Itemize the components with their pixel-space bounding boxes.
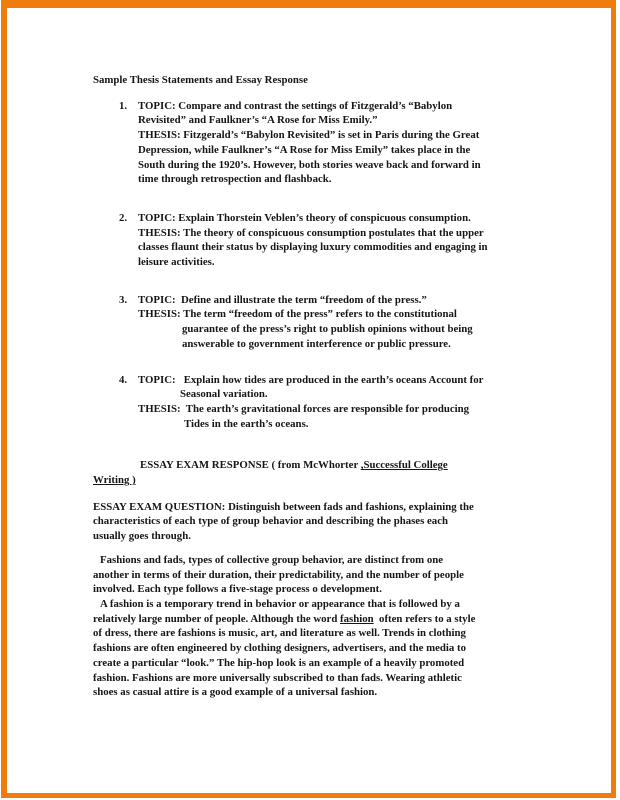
thesis-line: answerable to government interference or public pressure. <box>182 337 451 350</box>
item-number: 1. <box>119 99 128 112</box>
thesis-line: Tides in the earth’s oceans. <box>184 417 309 430</box>
topic-line: Seasonal variation. <box>180 388 268 401</box>
item-number: 4. <box>119 373 128 386</box>
item-number: 3. <box>119 293 128 306</box>
thesis-line: Depression, while Faulkner’s “A Rose for Miss Emily” takes place in the <box>138 143 471 156</box>
body-line: Fashions and fads, types of collective group behavior, are distinct from one <box>100 553 444 566</box>
thesis-line: time through retrospection and flashback. <box>138 173 332 186</box>
body-underlined-word: fashion <box>340 612 374 625</box>
thesis-line: guarantee of the press’s right to publish opinions without being <box>182 323 473 336</box>
body-line: another in terms of their duration, their predictability, and the number of people <box>93 568 464 581</box>
body-line: A fashion is a temporary trend in behavior or appearance that is followed by a <box>100 597 460 610</box>
heading-line <box>93 473 580 488</box>
body-text: often refers to a style <box>373 612 476 625</box>
body-line <box>93 612 580 627</box>
thesis-line: THESIS: The earth’s gravitational forces are responsible for producing <box>138 402 470 415</box>
document-content <box>93 73 580 700</box>
heading-underlined-text: Writing ) <box>93 474 136 487</box>
heading-line <box>93 458 580 473</box>
essay-body <box>93 553 580 700</box>
list-item-4 <box>93 373 580 432</box>
question-line: characteristics of each type of group behavior and describing the phases each <box>93 515 448 528</box>
body-line: shoes as casual attire is a good example of a universal fashion. <box>93 686 378 699</box>
thesis-line: South during the 1920’s. However, both stories weave back and forward in <box>138 158 481 171</box>
body-line: create a particular “look.” The hip-hop look is an example of a heavily promoted <box>93 656 465 669</box>
heading-text: ESSAY EXAM RESPONSE ( from McWhorter <box>140 459 361 472</box>
thesis-line: leisure activities. <box>138 256 215 269</box>
thesis-line: THESIS: Fitzgerald’s “Babylon Revisited” is set in Paris during the Great <box>138 129 480 142</box>
question-line: ESSAY EXAM QUESTION: Distinguish between fads and fashions, explaining the <box>93 500 474 513</box>
list-item-3 <box>93 293 580 352</box>
topic-line: TOPIC: Explain how tides are produced in the earth’s oceans Account for <box>138 373 484 386</box>
body-line: involved. Each type follows a five-stage process o development. <box>93 583 382 596</box>
topic-line: Revisited” and Faulkner’s “A Rose for Miss Emily.” <box>138 114 378 127</box>
topic-line: TOPIC: Define and illustrate the term “freedom of the press.” <box>138 293 427 306</box>
body-line: of dress, there are fashions is music, art, and literature as well. Trends in clothing <box>93 627 466 640</box>
doc-title: Sample Thesis Statements and Essay Response <box>93 74 308 86</box>
list-item-2 <box>93 211 580 270</box>
body-line: fashions are often engineered by clothing designers, advertisers, and the media to <box>93 642 466 655</box>
question-line: usually goes through. <box>93 530 191 543</box>
thesis-line: THESIS: The theory of conspicuous consumption postulates that the upper <box>138 226 484 239</box>
body-text: relatively large number of people. Although the word <box>93 612 341 625</box>
essay-response-heading <box>93 458 580 487</box>
body-line: fashion. Fashions are more universally subscribed to than fads. Wearing athletic <box>93 671 462 684</box>
essay-exam-question <box>93 500 580 544</box>
heading-underlined-text: ,Successful College <box>360 459 448 472</box>
item-number: 2. <box>119 211 128 224</box>
topic-line: TOPIC: Compare and contrast the settings of Fitzgerald’s “Babylon <box>138 99 453 112</box>
thesis-line: classes flaunt their status by displaying luxury commodities and engaging in <box>138 241 488 254</box>
topic-line: TOPIC: Explain Thorstein Veblen’s theory of conspicuous consumption. <box>138 211 471 224</box>
thesis-line: THESIS: The term “freedom of the press” refers to the constitutional <box>138 308 457 321</box>
list-item-1 <box>93 99 580 187</box>
